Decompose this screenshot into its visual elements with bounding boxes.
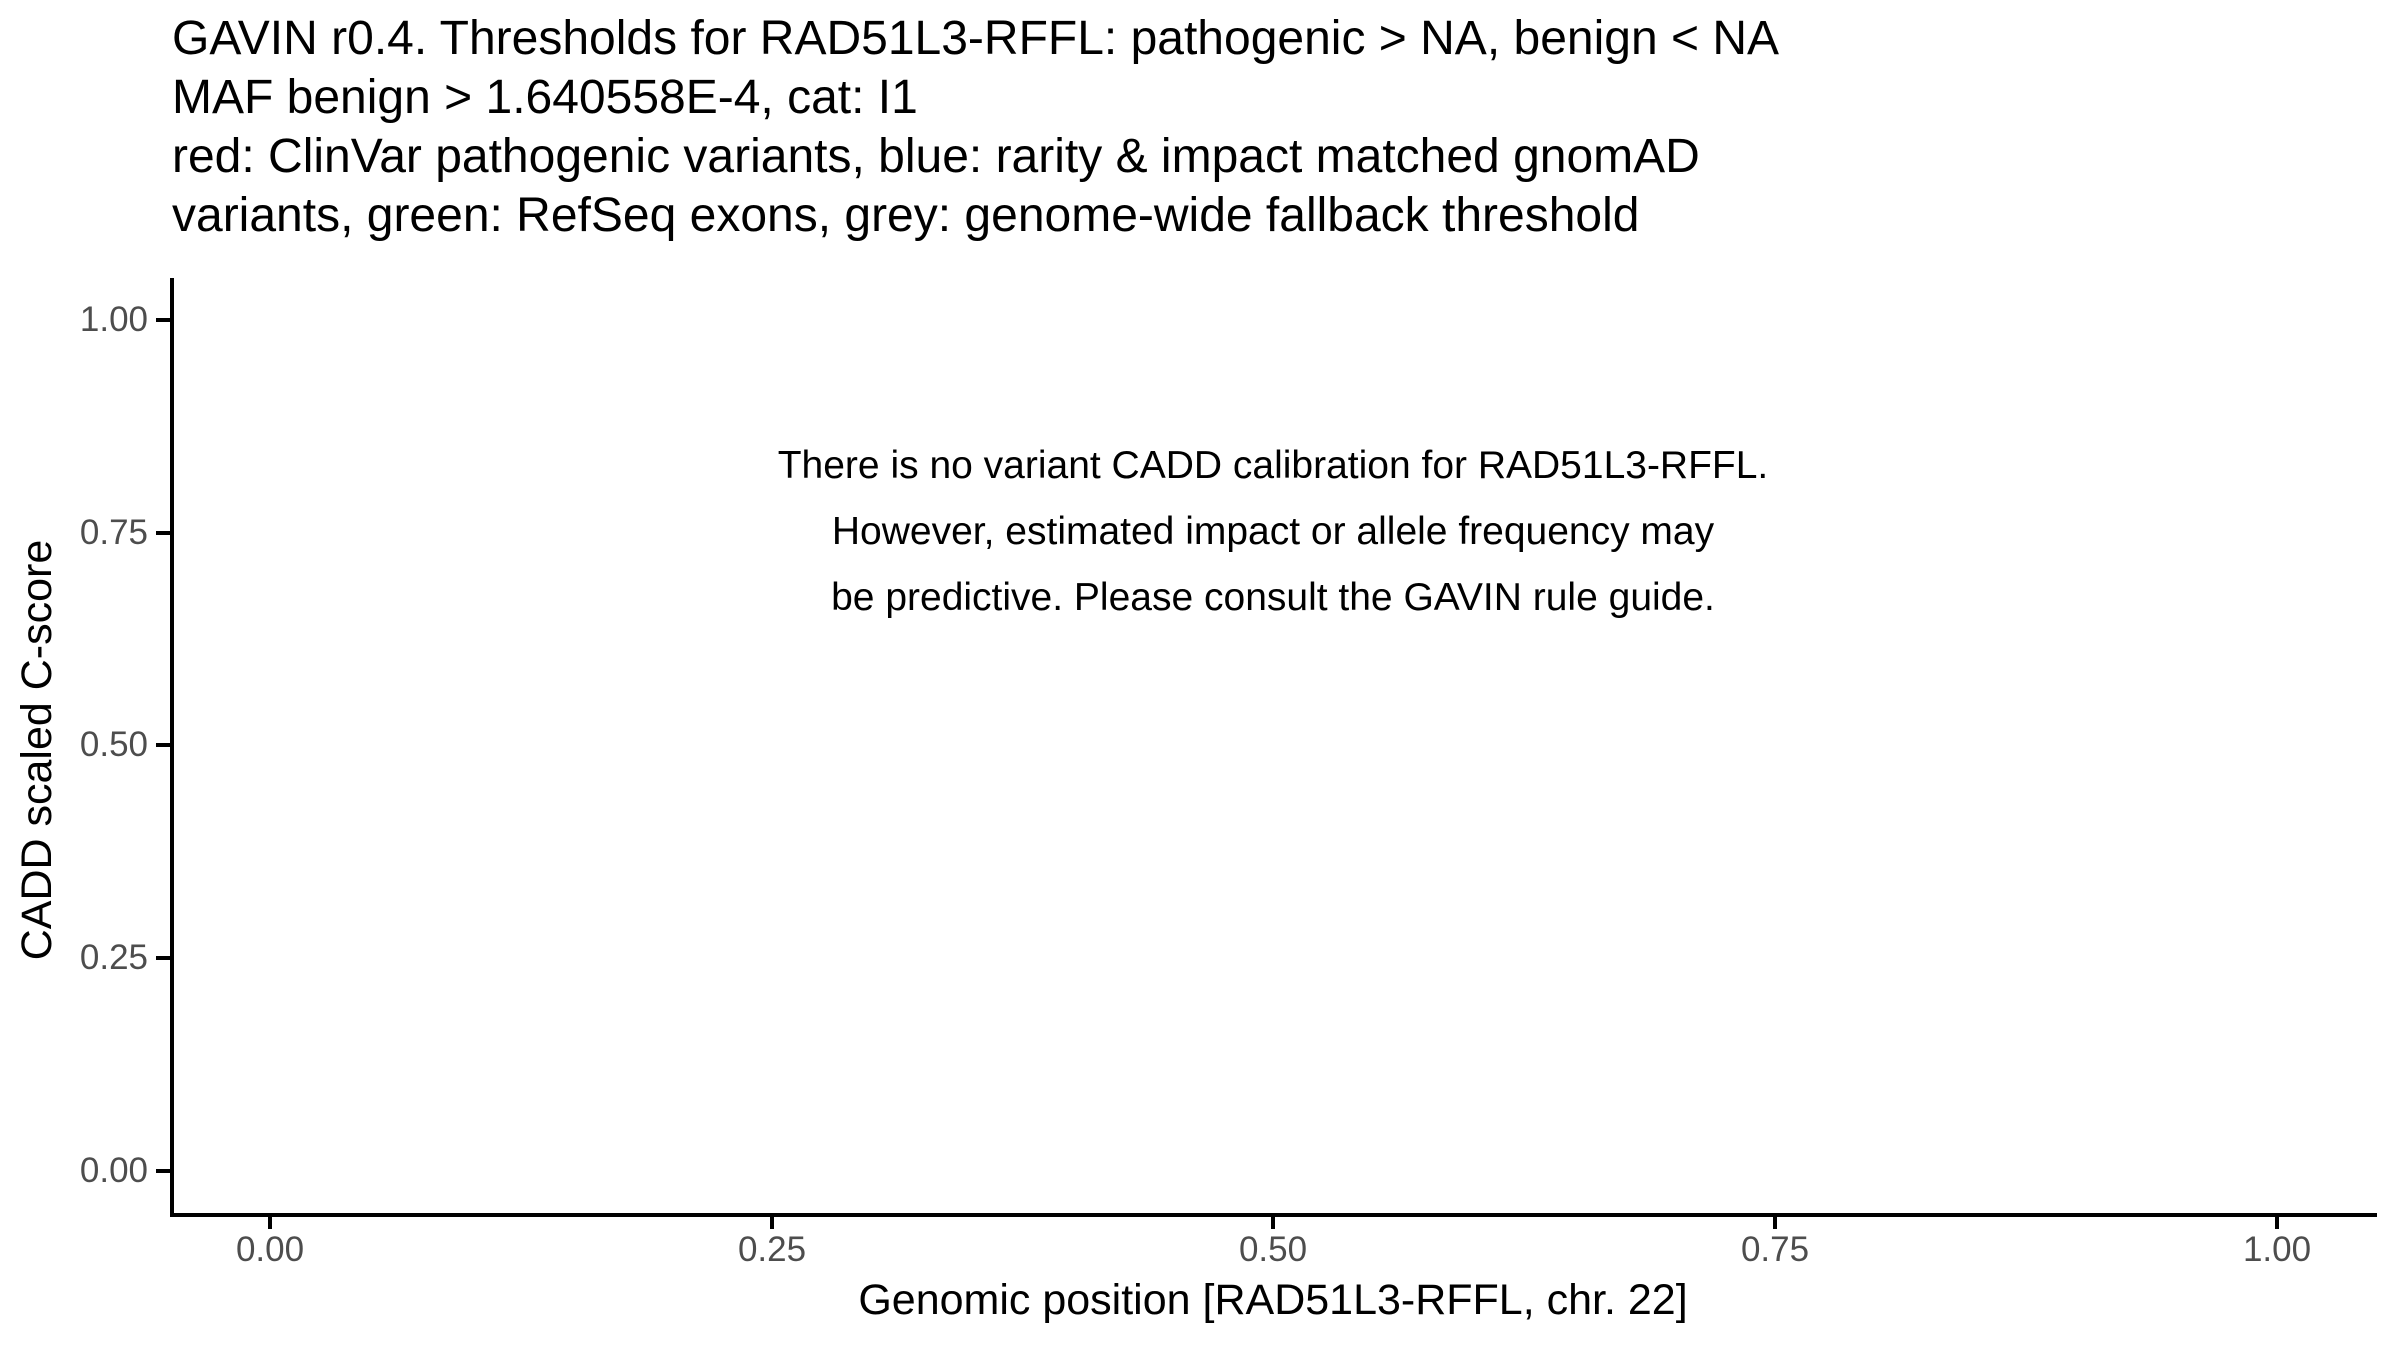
y-axis-title: CADD scaled C-score <box>13 539 61 961</box>
plot-title-line-2: MAF benign > 1.640558E-4, cat: I1 <box>172 71 918 124</box>
x-tick-mark <box>2275 1217 2279 1229</box>
annotation-text <box>778 433 1769 631</box>
plot-title-line-4: variants, green: RefSeq exons, grey: genome-wide fallback threshold <box>172 189 1640 242</box>
annotation-line-2: However, estimated impact or allele frequency may <box>831 510 1715 553</box>
y-tick-mark <box>156 743 170 747</box>
x-tick-mark <box>1271 1217 1275 1229</box>
x-tick-mark <box>1773 1217 1777 1229</box>
x-tick-label: 0.00 <box>235 1230 305 1269</box>
y-axis-line <box>170 278 174 1217</box>
plot-title-line-3: red: ClinVar pathogenic variants, blue: rarity & impact matched gnomAD <box>172 130 1700 183</box>
y-tick-label: 0.75 <box>79 513 148 552</box>
annotation-line-3: be predictive. Please consult the GAVIN rule guide. <box>831 576 1715 619</box>
y-tick-label: 0.00 <box>79 1151 148 1190</box>
plot-title-line-1: GAVIN r0.4. Thresholds for RAD51L3-RFFL: pathogenic > NA, benign < NA <box>172 12 1780 65</box>
plot-title <box>172 9 1779 245</box>
annotation-line-1: There is no variant CADD calibration for RAD51L3-RFFL. <box>777 444 1769 487</box>
x-tick-label: 0.25 <box>737 1230 807 1269</box>
y-tick-label: 0.25 <box>79 938 148 977</box>
y-tick-mark <box>156 956 170 960</box>
x-tick-mark <box>268 1217 272 1229</box>
y-tick-label: 1.00 <box>79 300 148 339</box>
y-tick-mark <box>156 1169 170 1173</box>
x-axis-title: Genomic position [RAD51L3-RFFL, chr. 22] <box>858 1276 1688 1324</box>
x-tick-label: 0.50 <box>1238 1230 1308 1269</box>
y-tick-mark <box>156 318 170 322</box>
y-tick-label: 0.50 <box>79 725 148 764</box>
x-tick-mark <box>770 1217 774 1229</box>
x-tick-label: 1.00 <box>2242 1230 2312 1269</box>
x-tick-label: 0.75 <box>1740 1230 1810 1269</box>
y-tick-mark <box>156 531 170 535</box>
